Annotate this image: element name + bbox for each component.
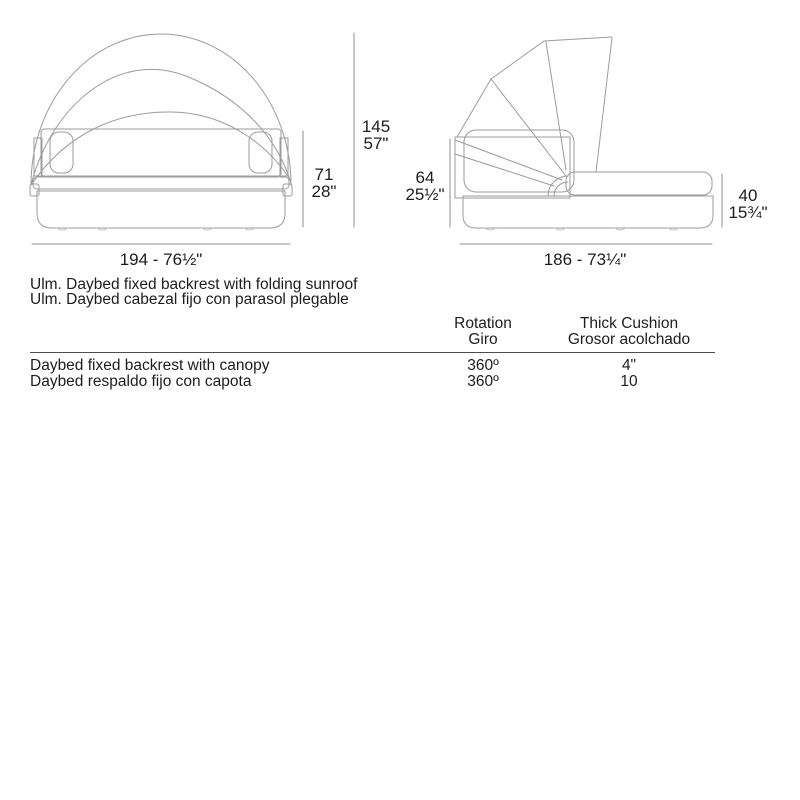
row-rotation: 360º	[467, 372, 499, 390]
rotation-header-en: Rotation	[454, 315, 512, 332]
spec-header-empty	[30, 316, 423, 348]
canopy-fan-upright-right	[596, 38, 612, 172]
spec-header-rotation	[423, 316, 543, 348]
side-view-drawing	[450, 37, 722, 244]
cushion-header-es: Grosor acolchado	[567, 331, 691, 348]
canopy-pivot-left	[30, 184, 39, 196]
row-cushion: 4"	[621, 357, 637, 374]
dim-label-backrest-height-front	[300, 166, 348, 200]
canopy-fan-upright-left	[546, 42, 566, 170]
product-description	[30, 277, 357, 307]
seat-cushion	[566, 172, 712, 195]
dim-backrest-height-cm: 71	[314, 165, 334, 184]
dim-backrest-height-in: 28"	[311, 182, 337, 201]
row-cushion: 10	[620, 372, 638, 390]
spec-header-cushion	[543, 316, 715, 348]
spec-table-header	[30, 316, 715, 348]
front-view-drawing	[30, 33, 354, 244]
row-label: Daybed respaldo fijo con capota	[30, 372, 252, 390]
dim-label-seat-height	[716, 187, 780, 221]
dim-side-backrest-in: 25½"	[405, 185, 445, 204]
dim-label-backrest-height-side	[393, 169, 457, 203]
backrest	[41, 129, 281, 176]
base	[37, 191, 285, 228]
dim-label-total-height	[352, 118, 400, 152]
dim-label-depth	[505, 251, 665, 268]
dim-label-width	[81, 251, 241, 268]
canopy-panel-folds	[455, 140, 562, 186]
dim-total-height-cm: 145	[361, 117, 391, 136]
canopy-pivot-arcs	[548, 176, 568, 196]
dim-total-height-in: 57"	[363, 134, 389, 153]
dim-side-backrest-cm: 64	[415, 168, 435, 187]
row-label: Daybed fixed backrest with canopy	[30, 357, 270, 374]
spec-table	[30, 316, 715, 389]
dim-width-value: 194 - 76½"	[119, 250, 203, 269]
canopy-arc-middle	[31, 69, 291, 185]
product-title-en: Ulm. Daybed fixed backrest with folding sunroof	[30, 276, 358, 293]
canopy-arc-inner	[31, 112, 291, 185]
dim-depth-value: 186 - 73¼"	[543, 250, 627, 269]
table-row	[30, 374, 715, 390]
canopy-fan-outer-edge	[457, 37, 612, 137]
pillow-left	[50, 132, 73, 173]
base	[463, 196, 713, 228]
canopy-fan-radial	[491, 79, 566, 176]
dim-seat-height-cm: 40	[738, 186, 758, 205]
canopy-pivot-right	[283, 184, 292, 196]
dim-seat-height-in: 15¾"	[728, 203, 768, 222]
spec-table-body	[30, 353, 715, 389]
backrest-cushion	[464, 130, 574, 192]
cushion-header-en: Thick Cushion	[579, 315, 679, 332]
row-rotation: 360º	[467, 357, 499, 374]
seat-cushion	[33, 177, 289, 189]
table-row	[30, 358, 715, 374]
rotation-header-es: Giro	[468, 331, 498, 348]
product-title-es: Ulm. Daybed cabezal fijo con parasol plegable	[30, 291, 349, 308]
